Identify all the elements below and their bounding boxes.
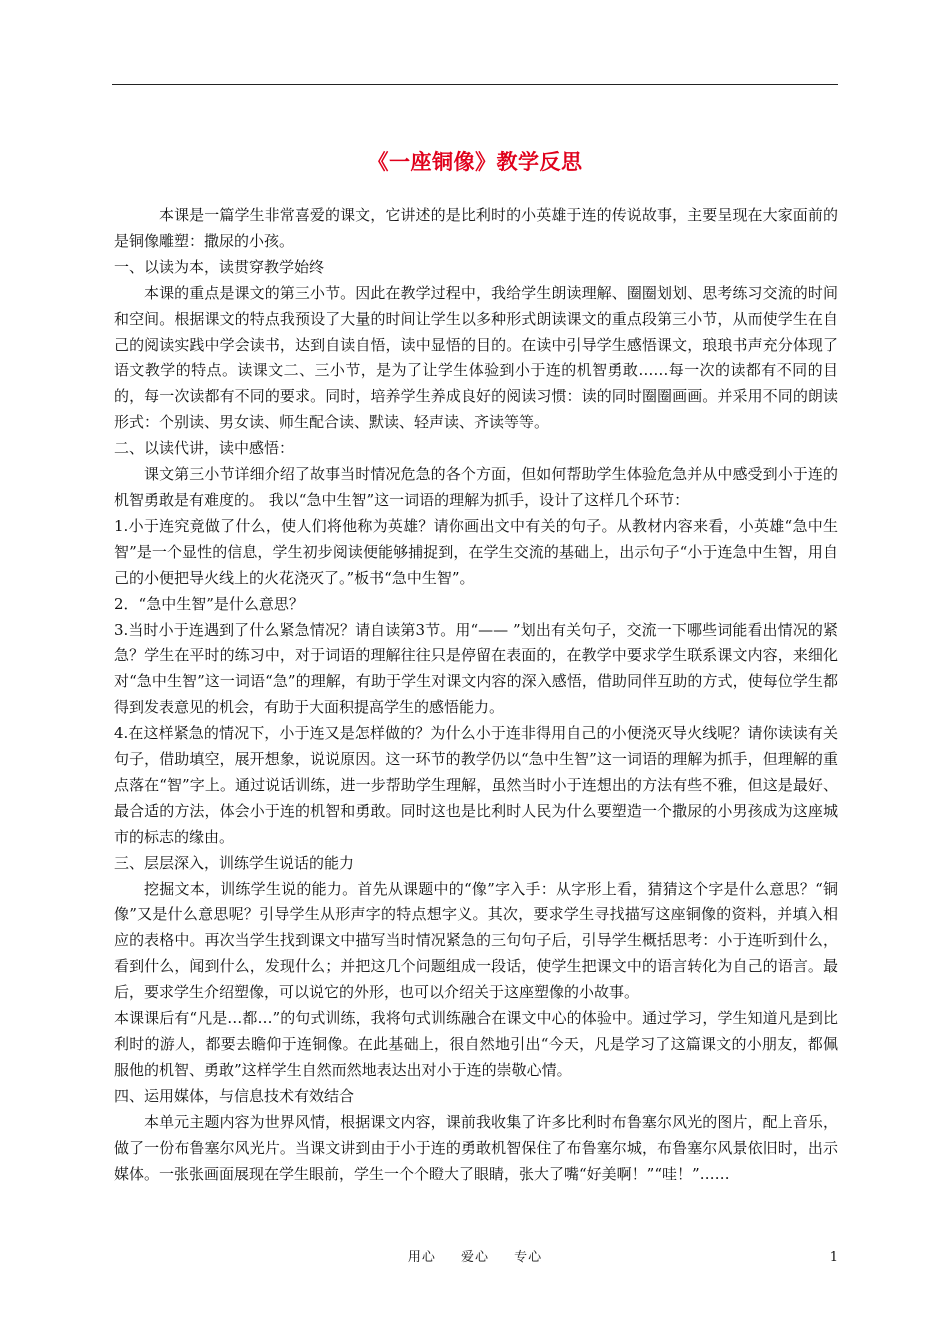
- document-title: 《一座铜像》教学反思: [367, 149, 583, 174]
- body-paragraph: 挖掘文本，训练学生说的能力。首先从课题中的“像”字入手：从字形上看，猜猜这个字是什么意思？“铜像”又是什么意思呢？引导学生从形声字的特点想字义。其次，要求学生寻找描写这座铜像的资料，并填入相应的表格中。再次当学生找到课文中描写当时情况紧急的三句句子后，引导学生概括思考：小于连听到什么，看到什么，闻到什么，发现什么；并把这几个问题组成一段话，使学生把课文中的语言转化为自己的语言。最后，要求学生介绍塑像，可以说它的外形，也可以介绍关于这座塑像的小故事。: [114, 879, 838, 1002]
- list-item-3: 3.当时小于连遇到了什么紧急情况？请自读第3节。用“—— ”划出有关句子，交流一下哪些词能看出情况的紧急？学生在平时的练习中，对于词语的理解往往只是停留在表面的，在教学中要求学生联系课文内容，来细化对“急中生智”这一词语“急”的理解，有助于学生对课文内容的深入感悟，借助同伴互助的方式，使每位学生都得到发表意见的机会，有助于大面积提高学生的感悟能力。: [114, 620, 838, 717]
- list-item-4: 4.在这样紧急的情况下，小于连又是怎样做的？为什么小于连非得用自己的小便浇灭导火线呢？请你读读有关句子，借助填空，展开想象，说说原因。这一环节的教学仍以“急中生智”这一词语的理解为抓手，但理解的重点落在“智”字上。通过说话训练，进一步帮助学生理解，虽然当时小于连想出的方法有些不雅，但这是最好、最合适的方法，体会小于连的机智和勇敢。同时这也是比利时人民为什么要塑造一个撒尿的小男孩成为这座城市的标志的缘由。: [114, 724, 838, 846]
- list-item-2: 2．“急中生智”是什么意思？: [114, 594, 304, 613]
- body-paragraph: 本课课后有“凡是…都…”的句式训练，我将句式训练融合在课文中心的体验中。通过学习，学生知道凡是到比利时的游人，都要去瞻仰于连铜像。在此基础上，很自然地引出“今天，凡是学习了这篇课文的小朋友，都佩服他的机智、勇敢”这样学生自然而然地表达出对小于连的崇敬心情。: [114, 1009, 838, 1079]
- section-heading-3: 三、层层深入，训练学生说话的能力: [114, 853, 355, 872]
- document-body: [114, 203, 838, 1187]
- section-heading-2: 二、以读代讲，读中感悟：: [114, 439, 295, 458]
- section-heading-1: 一、以读为本，读贯穿教学始终: [114, 257, 325, 276]
- footer-motto: 用心 爱心 专心: [407, 1250, 543, 1265]
- list-item-1: 1.小于连究竟做了什么，使人们将他称为英雄？请你画出文中有关的句子。从教材内容来看，小英雄“急中生智”是一个显性的信息，学生初步阅读便能够捕捉到，在学生交流的基础上，出示句子“小于连急中生智，用自己的小便把导火线上的火花浇灭了。”板书“急中生智”。: [114, 516, 838, 587]
- page-number: 1: [829, 1250, 838, 1265]
- header-rule: [112, 84, 838, 85]
- section-heading-4: 四、运用媒体，与信息技术有效结合: [114, 1086, 355, 1105]
- body-paragraph: 课文第三小节详细介绍了故事当时情况危急的各个方面，但如何帮助学生体验危急并从中感受到小于连的机智勇敢是有难度的。 我以“急中生智”这一词语的理解为抓手，设计了这样几个环节：: [114, 465, 838, 509]
- body-paragraph: 本单元主题内容为世界风情，根据课文内容，课前我收集了许多比利时布鲁塞尔风光的图片，配上音乐，做了一份布鲁塞尔风光片。当课文讲到由于小于连的勇敢机智保住了布鲁塞尔城，布鲁塞尔风景依旧时，出示媒体。一张张画面展现在学生眼前，学生一个个瞪大了眼睛，张大了嘴“好美啊！”“哇！”……: [114, 1112, 838, 1183]
- intro-paragraph: 本课是一篇学生非常喜爱的课文，它讲述的是比利时的小英雄于连的传说故事，主要呈现在大家面前的是铜像雕塑：撒尿的小孩。: [114, 206, 838, 250]
- body-paragraph: 本课的重点是课文的第三小节。因此在教学过程中，我给学生朗读理解、圈圈划划、思考练习交流的时间和空间。根据课文的特点我预设了大量的时间让学生以多种形式朗读课文的重点段第三小节，从而使学生在自己的阅读实践中学会读书，达到自读自悟，读中显悟的目的。在读中引导学生感悟课文，琅琅书声充分体现了语文教学的特点。读课文二、三小节，是为了让学生体验到小于连的机智勇敢……每一次的读都有不同的目的，每一次读都有不同的要求。同时，培养学生养成良好的阅读习惯：读的同时圈圈画画。并采用不同的朗读形式：个别读、男女读、师生配合读、默读、轻声读、齐读等等。: [114, 283, 838, 432]
